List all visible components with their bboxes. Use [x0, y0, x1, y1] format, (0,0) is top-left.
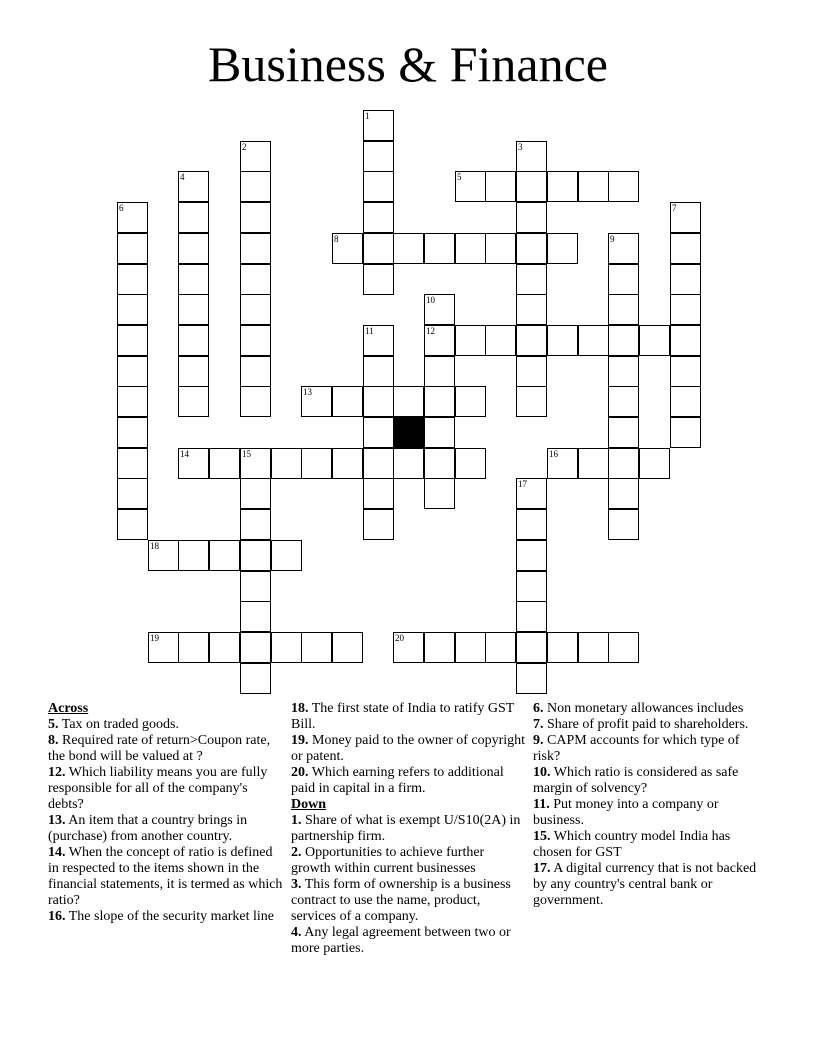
clue-text: This form of ownership is a business contract to use the name, product, services of a company. [291, 877, 511, 924]
grid-cell[interactable] [240, 233, 271, 264]
grid-cell[interactable] [547, 325, 578, 356]
clue-number-label: 16. [48, 909, 66, 924]
grid-cell[interactable] [393, 386, 424, 417]
clue-item [291, 733, 527, 765]
clue-number-label: 10. [533, 765, 551, 780]
clue-number-label: 14. [48, 845, 66, 860]
clue-number-label: 7. [533, 717, 544, 732]
clue-number: 7 [672, 203, 677, 213]
clue-number-label: 3. [291, 877, 302, 892]
clue-item [48, 909, 284, 925]
grid-cell[interactable] [393, 632, 424, 663]
grid-cell[interactable] [240, 171, 271, 202]
grid-cell[interactable] [301, 386, 332, 417]
grid-cell[interactable] [363, 202, 394, 233]
grid-cell[interactable] [240, 540, 271, 571]
grid-cell[interactable] [485, 632, 516, 663]
grid-cell[interactable] [363, 478, 394, 509]
clue-column-2 [291, 701, 527, 957]
grid-cell[interactable] [332, 448, 363, 479]
clue-column-3 [533, 701, 769, 909]
grid-cell[interactable] [424, 448, 455, 479]
grid-cell[interactable] [332, 386, 363, 417]
grid-cell[interactable] [240, 571, 271, 602]
grid-cell[interactable] [240, 141, 271, 172]
grid-cell[interactable] [117, 264, 148, 295]
clue-item [291, 877, 527, 925]
clue-number: 2 [242, 142, 247, 152]
grid-cell[interactable] [608, 478, 639, 509]
clue-number: 9 [610, 234, 615, 244]
grid-cell[interactable] [240, 478, 271, 509]
grid-cell[interactable] [455, 386, 486, 417]
grid-cell[interactable] [363, 448, 394, 479]
grid-cell[interactable] [117, 325, 148, 356]
grid-cell[interactable] [516, 478, 547, 509]
grid-cell[interactable] [608, 448, 639, 479]
clue-number-label: 8. [48, 733, 59, 748]
clue-number: 15 [242, 449, 251, 459]
clue-item [291, 845, 527, 877]
grid-cell[interactable] [516, 509, 547, 540]
clue-number-label: 6. [533, 701, 544, 716]
clue-column-1 [48, 701, 284, 925]
clue-item [533, 717, 769, 733]
clue-number: 3 [518, 142, 523, 152]
grid-cell[interactable] [117, 356, 148, 387]
grid-cell[interactable] [332, 632, 363, 663]
grid-cell[interactable] [117, 233, 148, 264]
clue-item [48, 765, 284, 813]
grid-cell[interactable] [240, 202, 271, 233]
clue-number-label: 13. [48, 813, 66, 828]
clue-item [48, 813, 284, 845]
clue-text: When the concept of ratio is defined in respected to the items shown in the financial statements, it is termed as which ratio? [48, 845, 283, 908]
grid-cell[interactable] [240, 509, 271, 540]
clue-number-label: 15. [533, 829, 551, 844]
grid-cell[interactable] [516, 601, 547, 632]
grid-cell[interactable] [240, 356, 271, 387]
clue-text: Any legal agreement between two or more parties. [291, 925, 511, 956]
clue-number: 1 [365, 111, 370, 121]
grid-cell[interactable] [148, 540, 179, 571]
clue-number: 19 [150, 633, 159, 643]
grid-cell[interactable] [117, 448, 148, 479]
grid-cell[interactable] [332, 233, 363, 264]
grid-cell[interactable] [363, 509, 394, 540]
clue-number: 13 [303, 387, 312, 397]
clue-item [533, 765, 769, 797]
clue-item [291, 813, 527, 845]
clue-item [533, 701, 769, 717]
grid-cell[interactable] [178, 171, 209, 202]
clue-text: An item that a country brings in (purchase) from another country. [48, 813, 248, 844]
grid-cell[interactable] [117, 417, 148, 448]
grid-cell[interactable] [240, 448, 271, 479]
grid-cell[interactable] [608, 509, 639, 540]
grid-cell[interactable] [178, 356, 209, 387]
grid-cell[interactable] [547, 632, 578, 663]
clue-section-heading: Across [48, 701, 89, 716]
clue-number: 20 [395, 633, 404, 643]
clue-item [533, 797, 769, 829]
grid-cell[interactable] [363, 386, 394, 417]
grid-cell[interactable] [608, 417, 639, 448]
grid-cell[interactable] [240, 294, 271, 325]
grid-cell[interactable] [670, 264, 701, 295]
grid-cell[interactable] [240, 601, 271, 632]
grid-cell[interactable] [178, 233, 209, 264]
grid-cell[interactable] [117, 509, 148, 540]
clue-text: Share of profit paid to shareholders. [543, 717, 749, 732]
clue-number: 18 [150, 541, 159, 551]
grid-cell[interactable] [424, 356, 455, 387]
grid-cell[interactable] [178, 325, 209, 356]
grid-cell[interactable] [485, 233, 516, 264]
clue-item [533, 829, 769, 861]
grid-cell[interactable] [547, 448, 578, 479]
grid-cell[interactable] [240, 264, 271, 295]
clue-number-label: 9. [533, 733, 544, 748]
grid-cell[interactable] [547, 171, 578, 202]
grid-cell[interactable] [516, 540, 547, 571]
grid-cell[interactable] [670, 202, 701, 233]
grid-cell[interactable] [271, 632, 302, 663]
grid-cell[interactable] [117, 386, 148, 417]
clue-section-heading: Down [291, 797, 327, 812]
grid-cell[interactable] [240, 663, 271, 694]
grid-cell[interactable] [271, 540, 302, 571]
grid-cell[interactable] [393, 448, 424, 479]
grid-cell[interactable] [578, 325, 609, 356]
grid-cell[interactable] [117, 202, 148, 233]
clue-text: A digital currency that is not backed by any country's central bank or government. [533, 861, 757, 908]
grid-cell[interactable] [485, 325, 516, 356]
grid-cell[interactable] [455, 325, 486, 356]
grid-cell[interactable] [424, 632, 455, 663]
clue-item [291, 925, 527, 957]
grid-cell[interactable] [516, 171, 547, 202]
clue-text: The slope of the security market line [65, 909, 275, 924]
clue-text: Tax on traded goods. [58, 717, 179, 732]
clue-number-label: 1. [291, 813, 302, 828]
grid-cell[interactable] [240, 386, 271, 417]
clue-text: Non monetary allowances includes [543, 701, 744, 716]
clue-text: The first state of India to ratify GST Bill. [291, 701, 515, 732]
clue-number: 5 [457, 172, 462, 182]
grid-cell[interactable] [240, 325, 271, 356]
clue-number: 11 [365, 326, 374, 336]
grid-cell[interactable] [670, 233, 701, 264]
clue-number: 8 [334, 234, 339, 244]
grid-cell[interactable] [485, 171, 516, 202]
clue-text: Put money into a company or business. [533, 797, 719, 828]
clue-number: 4 [180, 172, 185, 182]
clue-number: 10 [426, 295, 435, 305]
grid-cell[interactable] [424, 233, 455, 264]
grid-cell[interactable] [455, 448, 486, 479]
grid-cell[interactable] [148, 632, 179, 663]
grid-cell[interactable] [178, 540, 209, 571]
grid-cell[interactable] [117, 294, 148, 325]
clue-item [533, 861, 769, 909]
grid-cell[interactable] [424, 417, 455, 448]
grid-cell[interactable] [117, 478, 148, 509]
clue-text: Share of what is exempt U/S10(2A) in partnership firm. [291, 813, 521, 844]
grid-cell[interactable] [608, 356, 639, 387]
clue-text: CAPM accounts for which type of risk? [533, 733, 740, 764]
grid-cell[interactable] [670, 386, 701, 417]
grid-cell[interactable] [578, 171, 609, 202]
grid-cell[interactable] [516, 294, 547, 325]
grid-cell[interactable] [516, 663, 547, 694]
grid-cell[interactable] [363, 110, 394, 141]
grid-cell[interactable] [455, 171, 486, 202]
clue-number: 12 [426, 326, 435, 336]
clue-item [48, 845, 284, 909]
grid-cell[interactable] [209, 540, 240, 571]
clue-text: Which ratio is considered as safe margin of solvency? [533, 765, 739, 796]
clue-text: Required rate of return>Coupon rate, the bond will be valued at ? [48, 733, 271, 764]
grid-cell[interactable] [363, 417, 394, 448]
clue-number-label: 4. [291, 925, 302, 940]
clue-number-label: 5. [48, 717, 59, 732]
grid-cell[interactable] [516, 264, 547, 295]
grid-cell[interactable] [455, 233, 486, 264]
clue-text: Which earning refers to additional paid in capital in a firm. [291, 765, 504, 796]
grid-cell[interactable] [608, 325, 639, 356]
grid-cell[interactable] [516, 141, 547, 172]
grid-cell[interactable] [608, 264, 639, 295]
grid-cell[interactable] [578, 632, 609, 663]
grid-cell[interactable] [608, 386, 639, 417]
grid-cell[interactable] [608, 294, 639, 325]
clue-item [291, 701, 527, 733]
clue-number-label: 2. [291, 845, 302, 860]
grid-cell[interactable] [547, 233, 578, 264]
grid-cell[interactable] [608, 233, 639, 264]
clue-number: 17 [518, 479, 527, 489]
clue-text: Which country model India has chosen for GST [533, 829, 731, 860]
clue-number-label: 17. [533, 861, 551, 876]
grid-cell[interactable] [516, 233, 547, 264]
grid-cell[interactable] [670, 356, 701, 387]
clue-text: Opportunities to achieve further growth within current businesses [291, 845, 485, 876]
grid-block [393, 417, 424, 448]
clue-number-label: 19. [291, 733, 309, 748]
clue-number-label: 20. [291, 765, 309, 780]
grid-cell[interactable] [608, 171, 639, 202]
grid-cell[interactable] [363, 325, 394, 356]
grid-cell[interactable] [639, 325, 670, 356]
grid-cell[interactable] [516, 356, 547, 387]
grid-cell[interactable] [240, 632, 271, 663]
grid-cell[interactable] [516, 386, 547, 417]
clue-number: 16 [549, 449, 558, 459]
grid-cell[interactable] [178, 264, 209, 295]
clue-item [533, 733, 769, 765]
grid-cell[interactable] [578, 448, 609, 479]
grid-cell[interactable] [670, 417, 701, 448]
clue-number-label: 18. [291, 701, 309, 716]
grid-cell[interactable] [363, 171, 394, 202]
grid-cell[interactable] [363, 264, 394, 295]
grid-cell[interactable] [516, 632, 547, 663]
grid-cell[interactable] [209, 632, 240, 663]
grid-cell[interactable] [363, 356, 394, 387]
grid-cell[interactable] [178, 202, 209, 233]
clue-item [48, 717, 284, 733]
grid-cell[interactable] [178, 632, 209, 663]
grid-cell[interactable] [393, 233, 424, 264]
clue-number: 14 [180, 449, 189, 459]
clue-number: 6 [119, 203, 124, 213]
grid-cell[interactable] [178, 448, 209, 479]
grid-cell[interactable] [639, 448, 670, 479]
grid-cell[interactable] [424, 386, 455, 417]
grid-cell[interactable] [455, 632, 486, 663]
grid-cell[interactable] [209, 448, 240, 479]
grid-cell[interactable] [424, 294, 455, 325]
clue-text: Which liability means you are fully responsible for all of the company's debts? [48, 765, 268, 812]
grid-cell[interactable] [608, 632, 639, 663]
grid-cell[interactable] [363, 233, 394, 264]
grid-cell[interactable] [178, 386, 209, 417]
grid-cell[interactable] [301, 632, 332, 663]
grid-cell[interactable] [363, 141, 394, 172]
grid-cell[interactable] [670, 325, 701, 356]
grid-cell[interactable] [424, 478, 455, 509]
clue-item [48, 733, 284, 765]
grid-cell[interactable] [670, 294, 701, 325]
grid-cell[interactable] [178, 294, 209, 325]
grid-cell[interactable] [516, 202, 547, 233]
grid-cell[interactable] [424, 325, 455, 356]
grid-cell[interactable] [301, 448, 332, 479]
grid-cell[interactable] [516, 325, 547, 356]
clue-item [291, 765, 527, 797]
clue-number-label: 12. [48, 765, 66, 780]
grid-cell[interactable] [271, 448, 302, 479]
clue-number-label: 11. [533, 797, 550, 812]
puzzle-title: Business & Finance [208, 36, 608, 92]
grid-cell[interactable] [516, 571, 547, 602]
clue-text: Money paid to the owner of copyright or patent. [291, 733, 526, 764]
